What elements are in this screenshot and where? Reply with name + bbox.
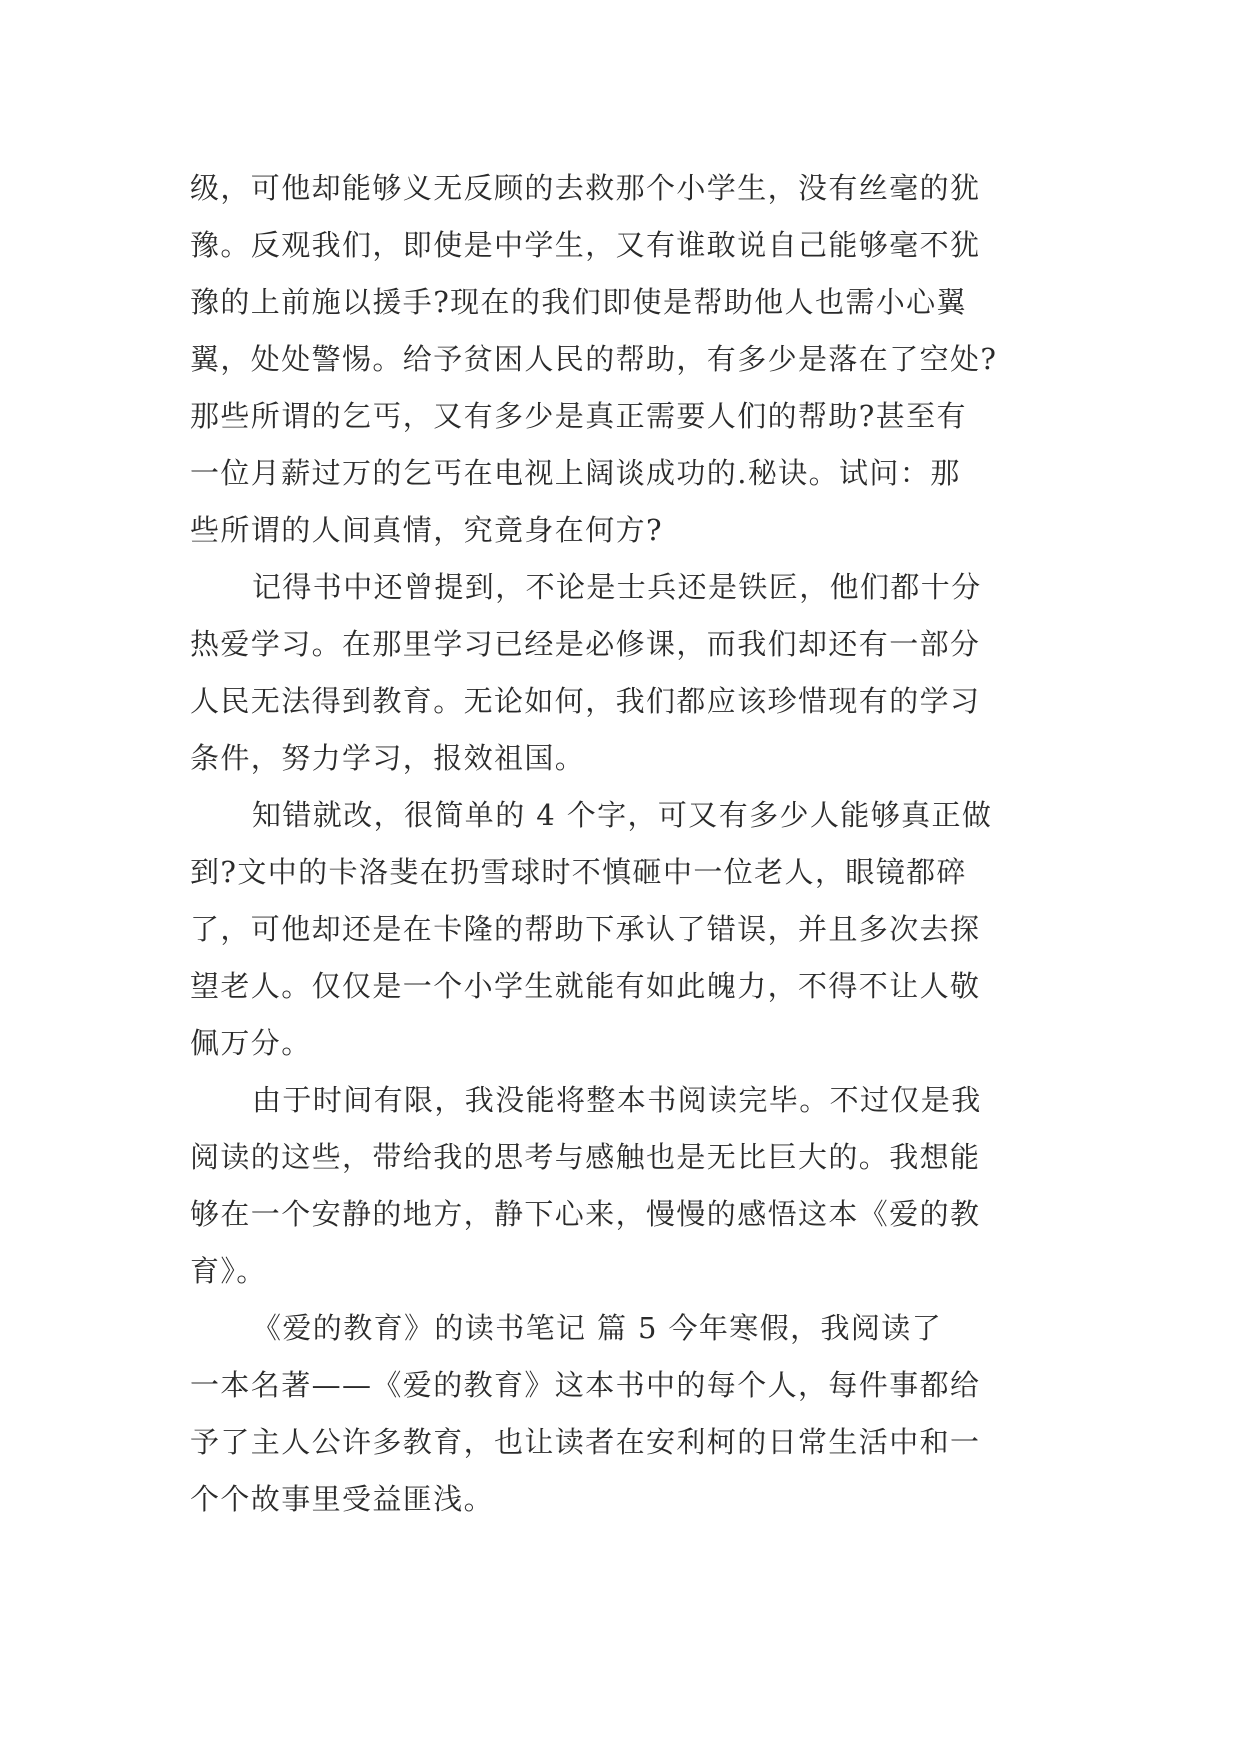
text-line: 一本名著——《爱的教育》这本书中的每个人，每件事都给 bbox=[190, 1368, 981, 1402]
text-line: 记得书中还曾提到，不论是士兵还是铁匠，他们都十分 bbox=[252, 570, 982, 604]
text-line: 到?文中的卡洛斐在扔雪球时不慎砸中一位老人，眼镜都碎 bbox=[190, 855, 967, 889]
text-line: 翼，处处警惕。给予贫困人民的帮助，有多少是落在了空处? bbox=[190, 342, 998, 376]
text-line: 一位月薪过万的乞丐在电视上阔谈成功的.秘诀。试问：那 bbox=[190, 456, 961, 490]
text-line: 够在一个安静的地方，静下心来，慢慢的感悟这本《爱的教 bbox=[190, 1197, 981, 1231]
text-line: 阅读的这些，带给我的思考与感触也是无比巨大的。我想能 bbox=[190, 1140, 981, 1174]
text-line: 豫。反观我们，即使是中学生，又有谁敢说自己能够毫不犹 bbox=[190, 228, 981, 262]
text-line: 望老人。仅仅是一个小学生就能有如此魄力，不得不让人敬 bbox=[190, 969, 981, 1003]
text-line: 佩万分。 bbox=[190, 1026, 312, 1060]
text-line: 条件，努力学习，报效祖国。 bbox=[190, 741, 586, 775]
text-line: 豫的上前施以援手?现在的我们即使是帮助他人也需小心翼 bbox=[190, 285, 967, 319]
text-line: 那些所谓的乞丐，又有多少是真正需要人们的帮助?甚至有 bbox=[190, 399, 967, 433]
text-line: 热爱学习。在那里学习已经是必修课，而我们却还有一部分 bbox=[190, 627, 981, 661]
text-line: 级，可他却能够义无反顾的去救那个小学生，没有丝毫的犹 bbox=[190, 171, 981, 205]
text-line: 育》。 bbox=[190, 1254, 267, 1288]
document-body bbox=[190, 160, 1052, 1528]
text-line: 个个故事里受益匪浅。 bbox=[190, 1482, 495, 1516]
text-line: 了，可他却还是在卡隆的帮助下承认了错误，并且多次去探 bbox=[190, 912, 981, 946]
text-line: 由于时间有限，我没能将整本书阅读完毕。不过仅是我 bbox=[252, 1083, 982, 1117]
text-line: 《爱的教育》的读书笔记 篇 5 今年寒假，我阅读了 bbox=[252, 1311, 943, 1345]
text-line: 予了主人公许多教育，也让读者在安利柯的日常生活中和一 bbox=[190, 1425, 981, 1459]
text-line: 些所谓的人间真情，究竟身在何方? bbox=[190, 513, 663, 547]
text-line: 知错就改，很简单的 4 个字，可又有多少人能够真正做 bbox=[252, 798, 993, 832]
text-line: 人民无法得到教育。无论如何，我们都应该珍惜现有的学习 bbox=[190, 684, 981, 718]
